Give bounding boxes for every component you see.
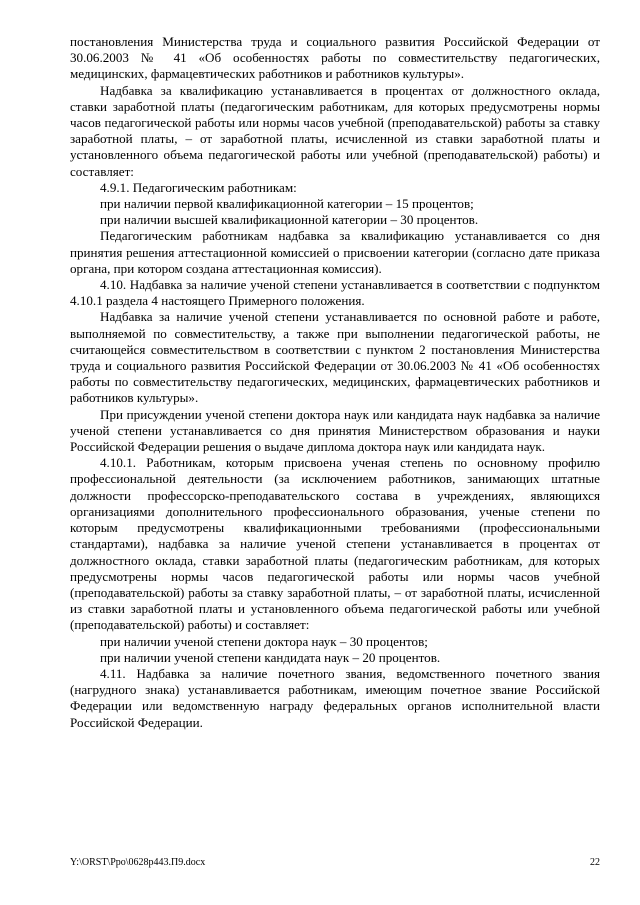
paragraph: Педагогическим работникам надбавка за квалификацию устанавливается со дня принятия решения аттестационной комиссией о присвоении категории (согласно дате приказа органа, при котором создана аттестационная комиссия). <box>70 228 600 276</box>
footer-file-path: Y:\ORST\Ppo\0628p443.П9.docx <box>70 857 206 868</box>
paragraph: постановления Министерства труда и социального развития Российской Федерации от 30.06.2003 № 41 «Об особенностях работы по совместительству педагогических, медицинских, фармацевтических работников и работников культуры». <box>70 34 600 82</box>
paragraph: 4.9.1. Педагогическим работникам: <box>100 179 297 195</box>
paragraph: Надбавка за наличие ученой степени устанавливается по основной работе и работе, выполняемой по совместительству, а также при выполнении педагогической работы, не считающейся совместительством в соответствии с пунктом 2 постановления Министерства труда и социального развития Российской Федерации от 30.06.2003 № 41 «Об особенностях работы по совместительству педагогических, медицинских, фармацевтических работников и работников культуры». <box>70 309 600 406</box>
document-body <box>70 34 600 731</box>
paragraph: при наличии ученой степени доктора наук – 30 процентов; <box>100 633 428 649</box>
paragraph: Надбавка за квалификацию устанавливается в процентах от должностного оклада, ставки заработной платы (педагогическим работникам, для которых предусмотрены нормы часов педагогической работы или нормы часов учебной (преподавательской) работы за ставку заработной платы, – от заработной платы, исчисленной из ставки заработной платы и установленного объема педагогической работы или учебной (преподавательской) работы) и составляет: <box>70 82 600 179</box>
paragraph: 4.10.1. Работникам, которым присвоена ученая степень по основному профилю профессиональной деятельности (за исключением работников, занимающих штатные должности профессорско-преподавательского состава в учреждениях, являющихся организациями дополнительного профессионального образования, ученые степени по которым предусмотрены квалификационными требованиями (профессиональными стандартами), надбавка за наличие ученой степени устанавливается в процентах от должностного оклада, ставки заработной платы (педагогическим работникам, для которых предусмотрены нормы часов педагогической работы или нормы часов учебной (преподавательской) работы за ставку заработной платы, – от заработной платы, исчисленной из ставки заработной платы и установленного объема педагогической работы или учебной (преподавательской) работы) и составляет: <box>70 455 600 633</box>
paragraph: при наличии первой квалификационной категории – 15 процентов; <box>100 196 474 212</box>
paragraph: При присуждении ученой степени доктора наук или кандидата наук надбавка за наличие ученой степени устанавливается со дня принятия Министерством образования и науки Российской Федерации решения о выдаче диплома доктора наук или кандидата наук. <box>70 406 600 455</box>
paragraph: 4.10. Надбавка за наличие ученой степени устанавливается в соответствии с подпунктом 4.10.1 раздела 4 настоящего Примерного положения. <box>70 277 600 309</box>
page-number: 22 <box>590 857 600 868</box>
paragraph: 4.11. Надбавка за наличие почетного звания, ведомственного почетного звания (нагрудного знака) устанавливается работникам, имеющим почетное звание Российской Федерации или ведомственную награду федеральных органов исполнительной власти Российской Федерации. <box>70 665 600 730</box>
page-footer <box>70 856 600 870</box>
paragraph: при наличии высшей квалификационной категории – 30 процентов. <box>100 212 479 228</box>
paragraph: при наличии ученой степени кандидата наук – 20 процентов. <box>100 649 441 665</box>
